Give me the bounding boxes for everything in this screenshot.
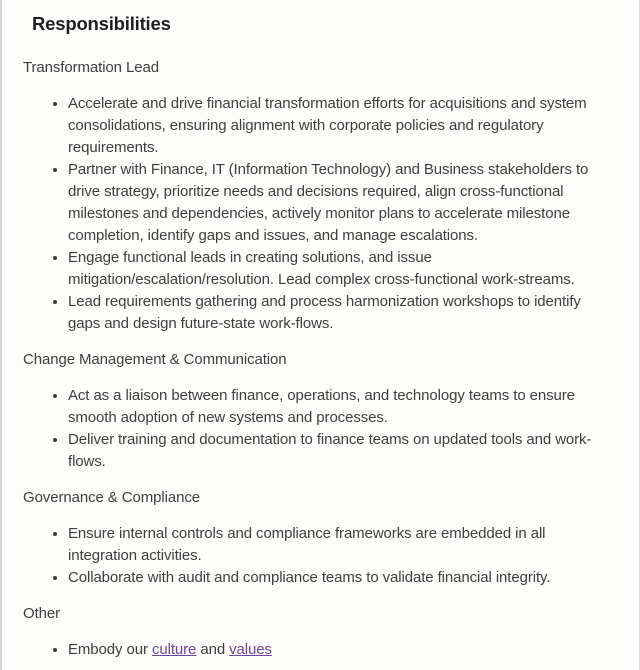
bullet-item: • Partner with Finance, IT (Information Technology) and Business stakeholders to drive strategy, prioritize needs and decisions required, align cross-functional milestones and dependencies, actively monitor plans to accelerate milestone completion, identify gaps and issues, and manage escalations. bbox=[68, 159, 601, 247]
bullet-item: • Act as a liaison between finance, operations, and technology teams to ensure smooth adoption of new systems and processes. bbox=[68, 385, 601, 429]
bullet-list-governance-compliance bbox=[23, 523, 601, 589]
section-label-transformation-lead: Transformation Lead bbox=[23, 59, 159, 76]
embody-text-separator: and bbox=[196, 641, 230, 658]
bullet-list-change-management bbox=[23, 385, 601, 473]
values-link[interactable]: values bbox=[229, 641, 272, 658]
culture-link[interactable]: culture bbox=[151, 641, 197, 658]
bullet-item: • Accelerate and drive financial transformation efforts for acquisitions and system consolidations, ensuring alignment with corporate policies and regulatory requirements. bbox=[68, 93, 601, 159]
bullet-item-embody bbox=[68, 639, 601, 661]
bullet-item: • Lead requirements gathering and process harmonization workshops to identify gaps and design future-state work-flows. bbox=[68, 291, 601, 335]
section-label-governance-compliance: Governance & Compliance bbox=[23, 489, 200, 506]
section-label-other: Other bbox=[23, 605, 61, 622]
bullet-item: • Ensure internal controls and compliance frameworks are embedded in all integration activities. bbox=[68, 523, 601, 567]
bullet-list-transformation-lead bbox=[23, 93, 601, 335]
bullet-list-other bbox=[23, 639, 601, 661]
responsibilities-heading: Responsibilities bbox=[32, 13, 171, 34]
section-label-change-management: Change Management & Communication bbox=[23, 351, 287, 368]
bullet-item: • Deliver training and documentation to finance teams on updated tools and work-flows. bbox=[68, 429, 601, 473]
bullet-item: • Collaborate with audit and compliance teams to validate financial integrity. bbox=[68, 567, 601, 589]
embody-text-prefix: Embody our bbox=[68, 641, 152, 658]
bullet-item: • Engage functional leads in creating solutions, and issue mitigation/escalation/resolution. Lead complex cross-functional work-streams. bbox=[68, 247, 601, 291]
